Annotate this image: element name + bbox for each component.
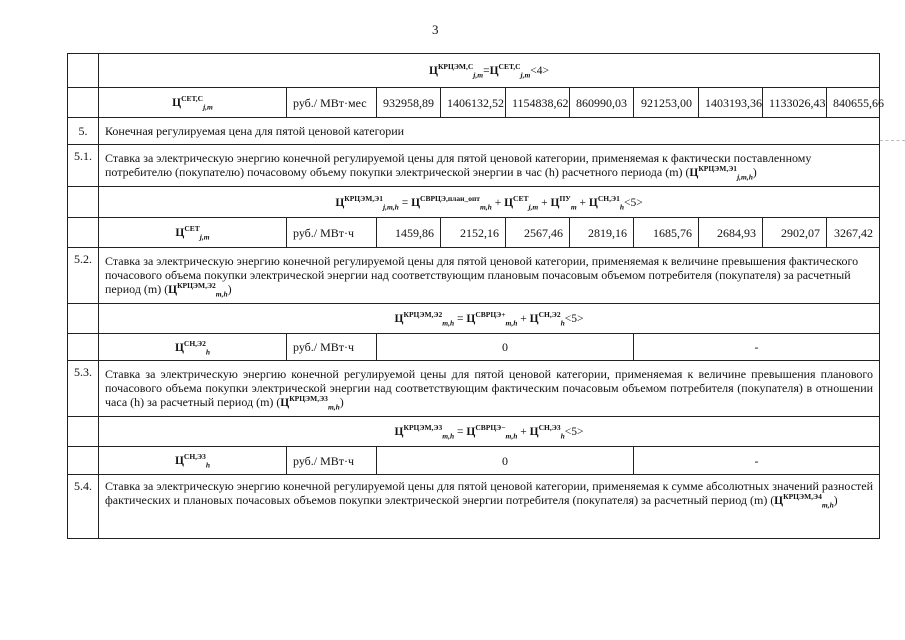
- unit-cell: руб./ МВт·ч: [287, 447, 377, 475]
- formula-cell: [99, 54, 880, 88]
- description-text: Ставка за электрическую энергию конечной регулируемой цены для пятой ценовой категории, применяемая к фактически поставленному потребителю (покупателю) почасовому объему покупки электрической энергии в час (h) расчетного периода (m): [105, 151, 812, 179]
- page-number: 3: [432, 22, 439, 37]
- formula-cell: [99, 187, 880, 218]
- formula-e1: $Ц^{КРЦЭМ,Э1}_{j,m,h} = Ц^{СВРЦЭ,план\_опт}_{m,h} + Ц^{СЕТ}_{j,m} + Ц^{ПУ}_m + Ц^{СН,Э1}_h<5>$: [335, 193, 643, 211]
- value-cell: 840655,66: [827, 88, 880, 118]
- scan-artifact-line: [880, 140, 905, 142]
- section-number: 5.2.: [68, 248, 99, 304]
- empty-num-cell: [68, 54, 99, 88]
- formula-e2: $Ц^{КРЦЭМ,Э2}_{m,h} = Ц^{СВРЦЭ+}_{m,h} + Ц^{СН,Э2}_h<5>$: [394, 310, 584, 328]
- empty-num-cell: [68, 218, 99, 248]
- formula-ref: <4>: [530, 65, 550, 77]
- value-cell: 921253,00: [634, 88, 699, 118]
- table-row: [68, 54, 880, 88]
- empty-num-cell: [68, 187, 99, 218]
- value-cell: 860990,03: [570, 88, 634, 118]
- section-description: [99, 361, 880, 417]
- section-number: 5.: [68, 118, 99, 145]
- table-row: [68, 417, 880, 447]
- table-row: [68, 118, 880, 145]
- table-row: [68, 88, 880, 118]
- value-cell: 932958,89: [377, 88, 441, 118]
- symbol-cell: $Ц^{СН,Э2}_h$: [99, 334, 287, 361]
- tariff-table: [67, 53, 884, 539]
- table-row: [68, 475, 880, 539]
- description-text: Ставка за электрическую энергию конечной регулируемой цены для пятой ценовой категории, применяемая к величине превышения фактического почасового объема покупки электрической энергии над соответствующим плановым почасовым объемом потребителя (покупателя) за расчетный период (m): [105, 254, 859, 296]
- value-cell: 1133026,43: [763, 88, 827, 118]
- dash-cell: -: [634, 447, 880, 475]
- value-cell: 1685,76: [634, 218, 699, 248]
- formula-ref: <5>: [624, 196, 643, 209]
- table-row: [68, 361, 880, 417]
- empty-num-cell: [68, 88, 99, 118]
- rate-symbol: $(Ц^{КРЦЭМ,Э2}_{m,h})$: [164, 281, 232, 299]
- table-row: [68, 447, 880, 475]
- formula-cell: [99, 304, 880, 334]
- section-description: [99, 145, 880, 187]
- section-description: [99, 248, 880, 304]
- table-row: [68, 334, 880, 361]
- rate-symbol: $(Ц^{КРЦЭМ,Э4}_{m,h})$: [770, 492, 838, 510]
- symbol-cell: $Ц^{СЕТ}_{j,m}$: [99, 218, 287, 248]
- value-cell: 2902,07: [763, 218, 827, 248]
- unit-cell: руб./ МВт·мес: [287, 88, 377, 118]
- rate-symbol: $(Ц^{КРЦЭМ,Э1}_{j,m,h})$: [685, 164, 757, 182]
- section-title: Конечная регулируемая цена для пятой ценовой категории: [99, 118, 880, 145]
- description-text: Ставка за электрическую энергию конечной регулируемой цены для пятой ценовой категории, применяемая к величине превышения планового почасового объема покупки электрической энергии над соответствующим фактическим почасовым объемом потребителя (покупателя) в отношении часа (h) за расчетный период (m): [105, 367, 874, 409]
- description-text: Ставка за электрическую энергию конечной регулируемой цены для пятой ценовой категории, применяемая к сумме абсолютных значений разностей фактических и плановых почасовых объемов покупки электрической энергии потребителя (покупателя) за расчетный период (m): [105, 479, 874, 507]
- dash-cell: -: [634, 334, 880, 361]
- table-row: [68, 304, 880, 334]
- empty-num-cell: [68, 304, 99, 334]
- value-cell: 2567,46: [506, 218, 570, 248]
- symbol-cell: $Ц^{СН,Э3}_h$: [99, 447, 287, 475]
- empty-num-cell: [68, 334, 99, 361]
- value-cell: 2684,93: [699, 218, 763, 248]
- formula-e3: $Ц^{КРЦЭМ,Э3}_{m,h} = Ц^{СВРЦЭ-}_{m,h} + Ц^{СН,Э3}_h<5>$: [394, 423, 584, 441]
- value-cell: 3267,42: [827, 218, 880, 248]
- table-row: [68, 218, 880, 248]
- empty-num-cell: [68, 447, 99, 475]
- table-row: [68, 248, 880, 304]
- formula-ref: <5>: [564, 426, 584, 438]
- value-cell: 1459,86: [377, 218, 441, 248]
- formula-c4: $Ц^{КРЦЭМ,С}_{j,m}=Ц^{СЕТ,С}_{j,m}<4>$: [429, 62, 550, 80]
- value-cell: 0: [377, 334, 634, 361]
- symbol-cell: $Ц^{СЕТ,С}_{j,m}$: [99, 88, 287, 118]
- value-cell: 1403193,36: [699, 88, 763, 118]
- section-number: 5.3.: [68, 361, 99, 417]
- section-number: 5.1.: [68, 145, 99, 187]
- unit-cell: руб./ МВт·ч: [287, 218, 377, 248]
- section-description: [99, 475, 880, 539]
- value-cell: 0: [377, 447, 634, 475]
- table-row: [68, 187, 880, 218]
- value-cell: 1406132,52: [441, 88, 506, 118]
- value-cell: 2152,16: [441, 218, 506, 248]
- formula-ref: <5>: [564, 313, 584, 325]
- empty-num-cell: [68, 417, 99, 447]
- value-cell: 1154838,62: [506, 88, 570, 118]
- unit-cell: руб./ МВт·ч: [287, 334, 377, 361]
- rate-symbol: $(Ц^{КРЦЭМ,Э3}_{m,h})$: [276, 394, 344, 412]
- section-number: 5.4.: [68, 475, 99, 539]
- table-row: [68, 145, 880, 187]
- formula-cell: [99, 417, 880, 447]
- value-cell: 2819,16: [570, 218, 634, 248]
